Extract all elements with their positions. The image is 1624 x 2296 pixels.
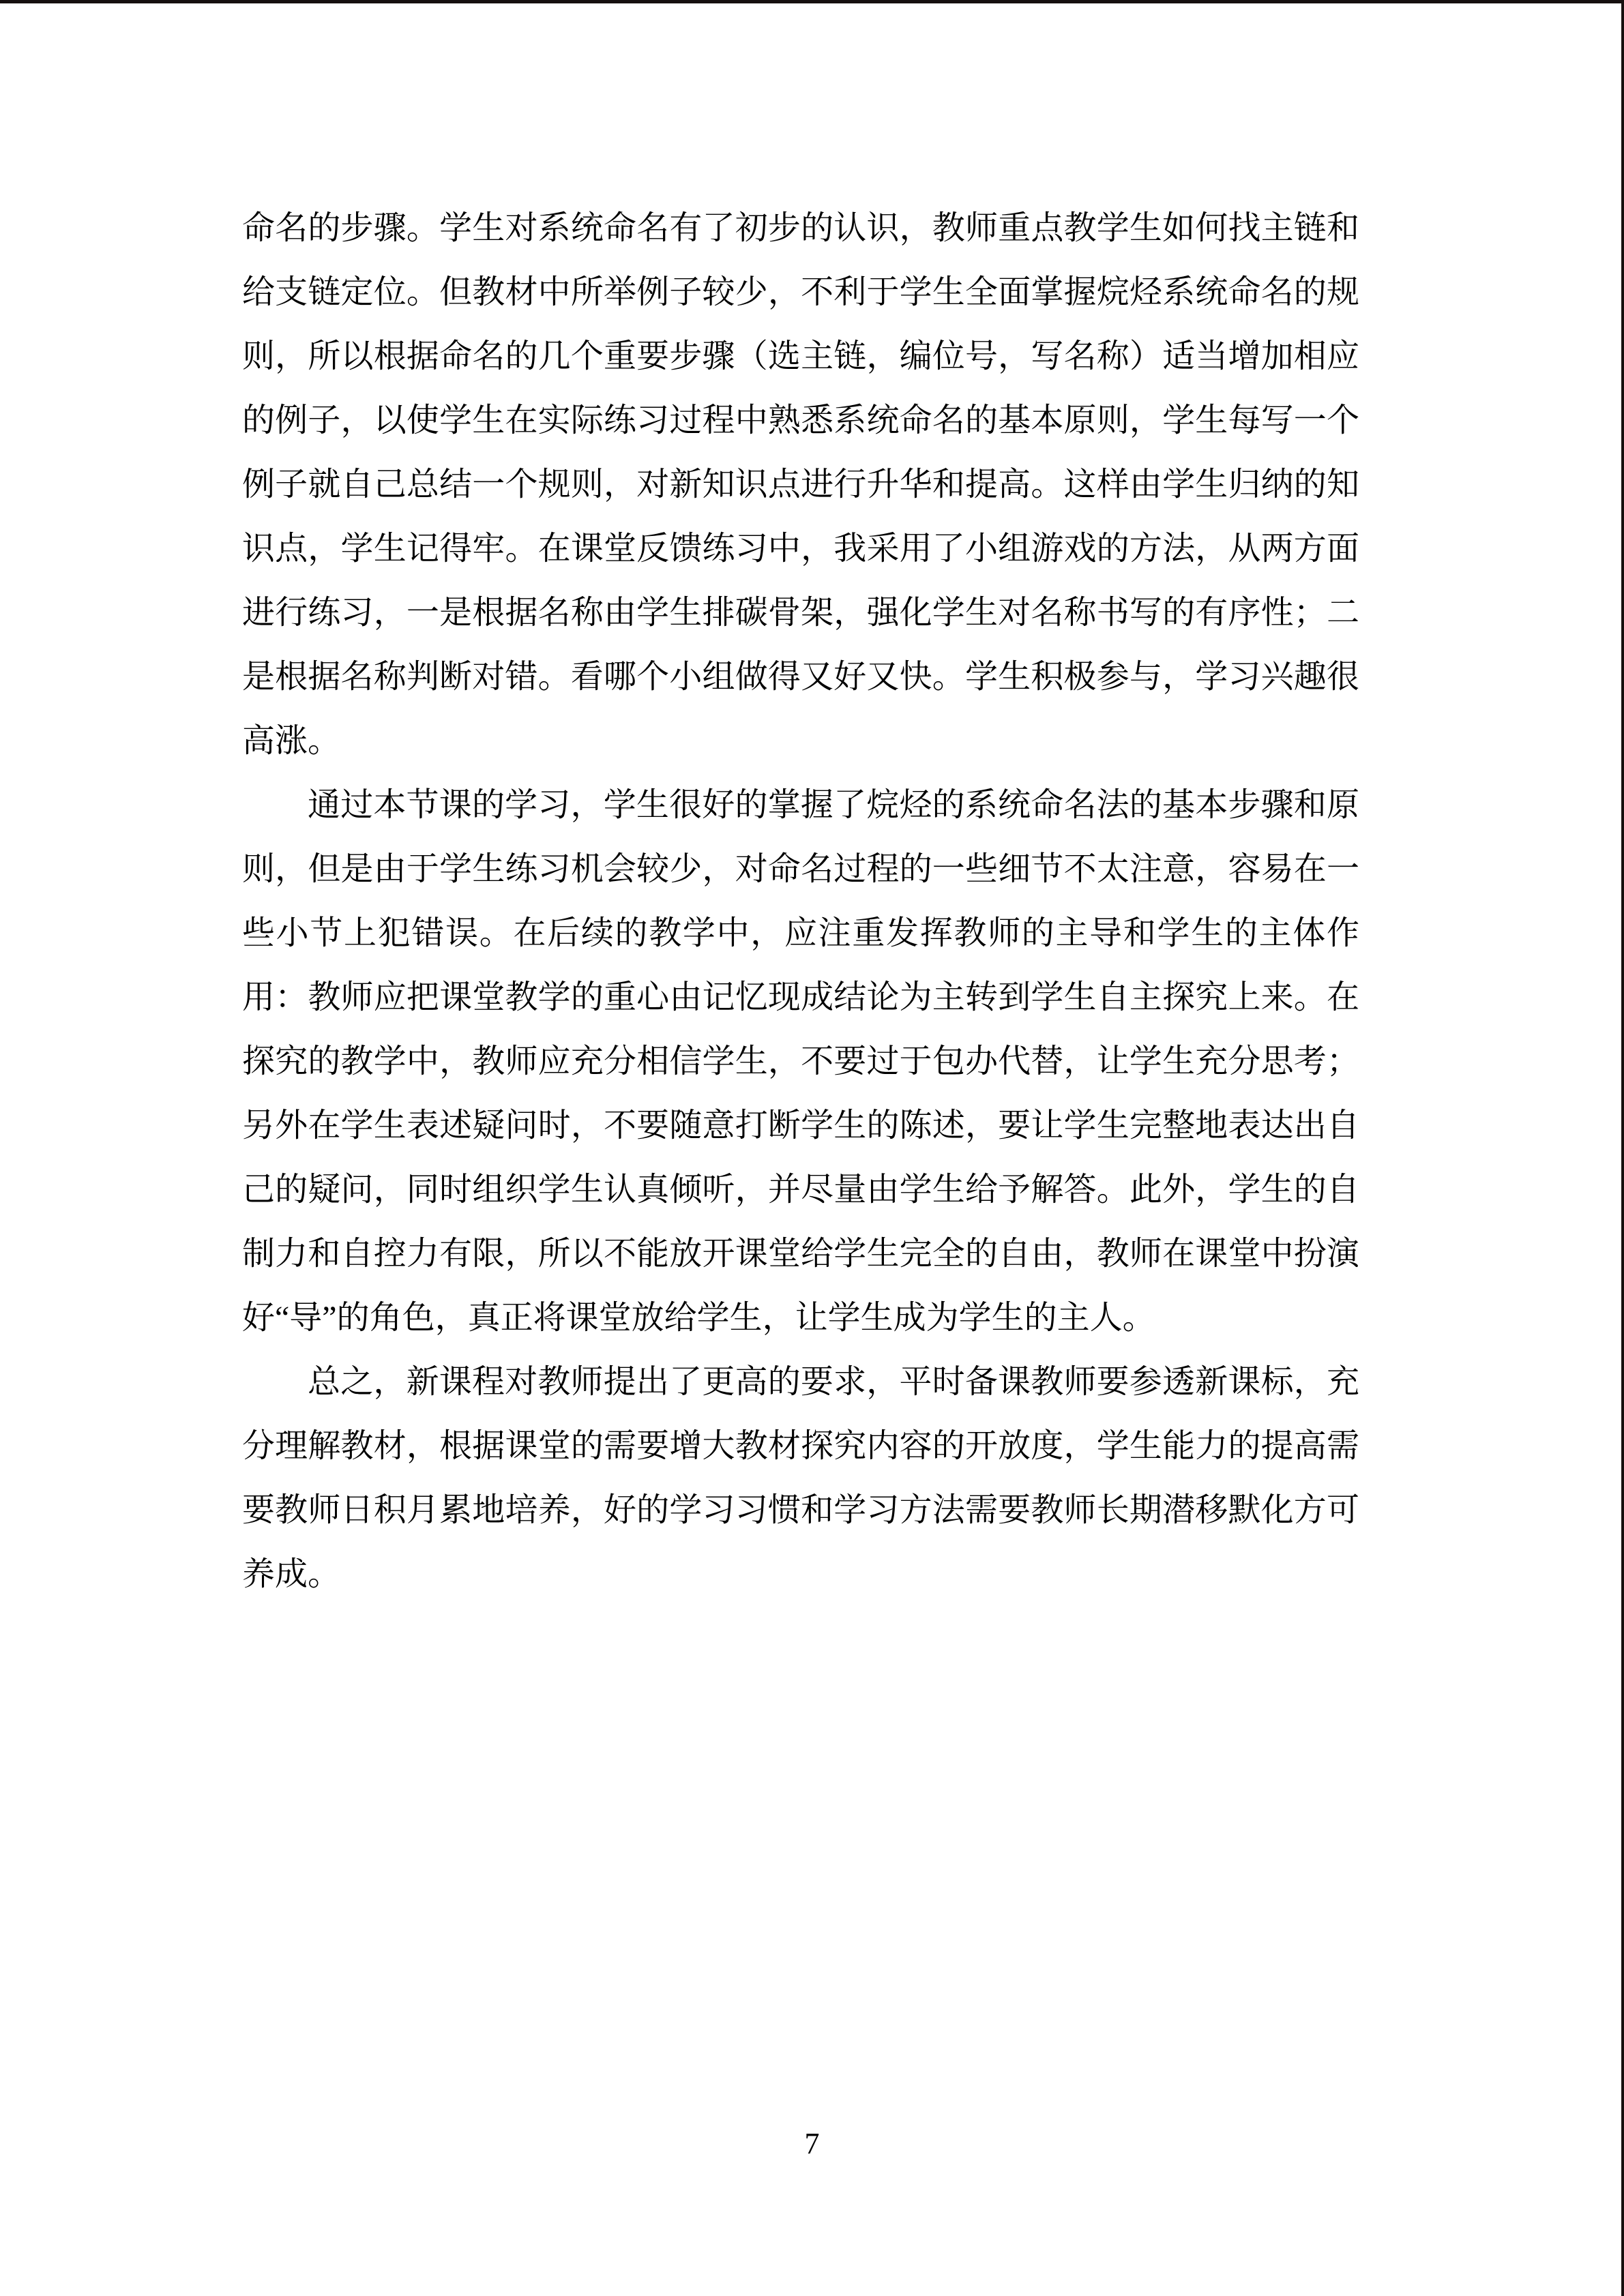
text-line-p2-l2: 则，但是由于学生练习机会较少，对命名过程的一些细节不太注意，容易在一 — [242, 851, 1359, 887]
text-line-p2-l3: 些小节上犯错误。在后续的教学中，应注重发挥教师的主导和学生的主体作 — [242, 915, 1359, 951]
text-line-p3-l2: 分理解教材，根据课堂的需要增大教材探究内容的开放度，学生能力的提高需 — [242, 1428, 1359, 1464]
text-line-p2-l7: 己的疑问，同时组织学生认真倾听，并尽量由学生给予解答。此外，学生的自 — [242, 1172, 1359, 1208]
text-line-p1-l1: 命名的步骤。学生对系统命名有了初步的认识，教师重点教学生如何找主链和 — [242, 210, 1359, 246]
document-text-block — [242, 196, 1359, 1607]
text-line-p1-l6: 识点，学生记得牢。在课堂反馈练习中，我采用了小组游戏的方法，从两方面 — [242, 531, 1359, 567]
text-line-p1-l3: 则，所以根据命名的几个重要步骤（选主链，编位号，写名称）适当增加相应 — [242, 338, 1359, 374]
text-line-p2-l8: 制力和自控力有限，所以不能放开课堂给学生完全的自由，教师在课堂中扮演 — [242, 1236, 1359, 1272]
window-top-edge — [0, 0, 1624, 3]
text-line-p1-l9: 高涨。 — [242, 723, 341, 759]
page-number: 7 — [804, 2127, 820, 2160]
text-line-p3-l4: 养成。 — [242, 1556, 341, 1592]
text-line-p1-l7: 进行练习，一是根据名称由学生排碳骨架，强化学生对名称书写的有序性；二 — [242, 595, 1359, 631]
text-line-p3-l3: 要教师日积月累地培养，好的学习习惯和学习方法需要教师长期潜移默化方可 — [242, 1492, 1359, 1528]
text-line-p3-l1: 总之，新课程对教师提出了更高的要求，平时备课教师要参透新课标，充 — [308, 1364, 1359, 1400]
text-line-p2-l4: 用：教师应把课堂教学的重心由记忆现成结论为主转到学生自主探究上来。在 — [242, 979, 1359, 1015]
text-line-p2-l9: 好“导”的角色，真正将课堂放给学生，让学生成为学生的主人。 — [242, 1300, 1155, 1336]
text-line-p1-l4: 的例子，以使学生在实际练习过程中熟悉系统命名的基本原则，学生每写一个 — [242, 402, 1359, 438]
text-line-p2-l6: 另外在学生表述疑问时，不要随意打断学生的陈述，要让学生完整地表达出自 — [242, 1107, 1359, 1144]
window-right-edge — [1621, 0, 1624, 2296]
text-line-p1-l8: 是根据名称判断对错。看哪个小组做得又好又快。学生积极参与，学习兴趣很 — [242, 659, 1359, 695]
text-line-p1-l5: 例子就自己总结一个规则，对新知识点进行升华和提高。这样由学生归纳的知 — [242, 466, 1359, 503]
text-line-p1-l2: 给支链定位。但教材中所举例子较少，不利于学生全面掌握烷烃系统命名的规 — [242, 274, 1359, 310]
text-line-p2-l5: 探究的教学中，教师应充分相信学生，不要过于包办代替，让学生充分思考； — [242, 1043, 1359, 1079]
text-line-p2-l1: 通过本节课的学习，学生很好的掌握了烷烃的系统命名法的基本步骤和原 — [308, 787, 1359, 823]
